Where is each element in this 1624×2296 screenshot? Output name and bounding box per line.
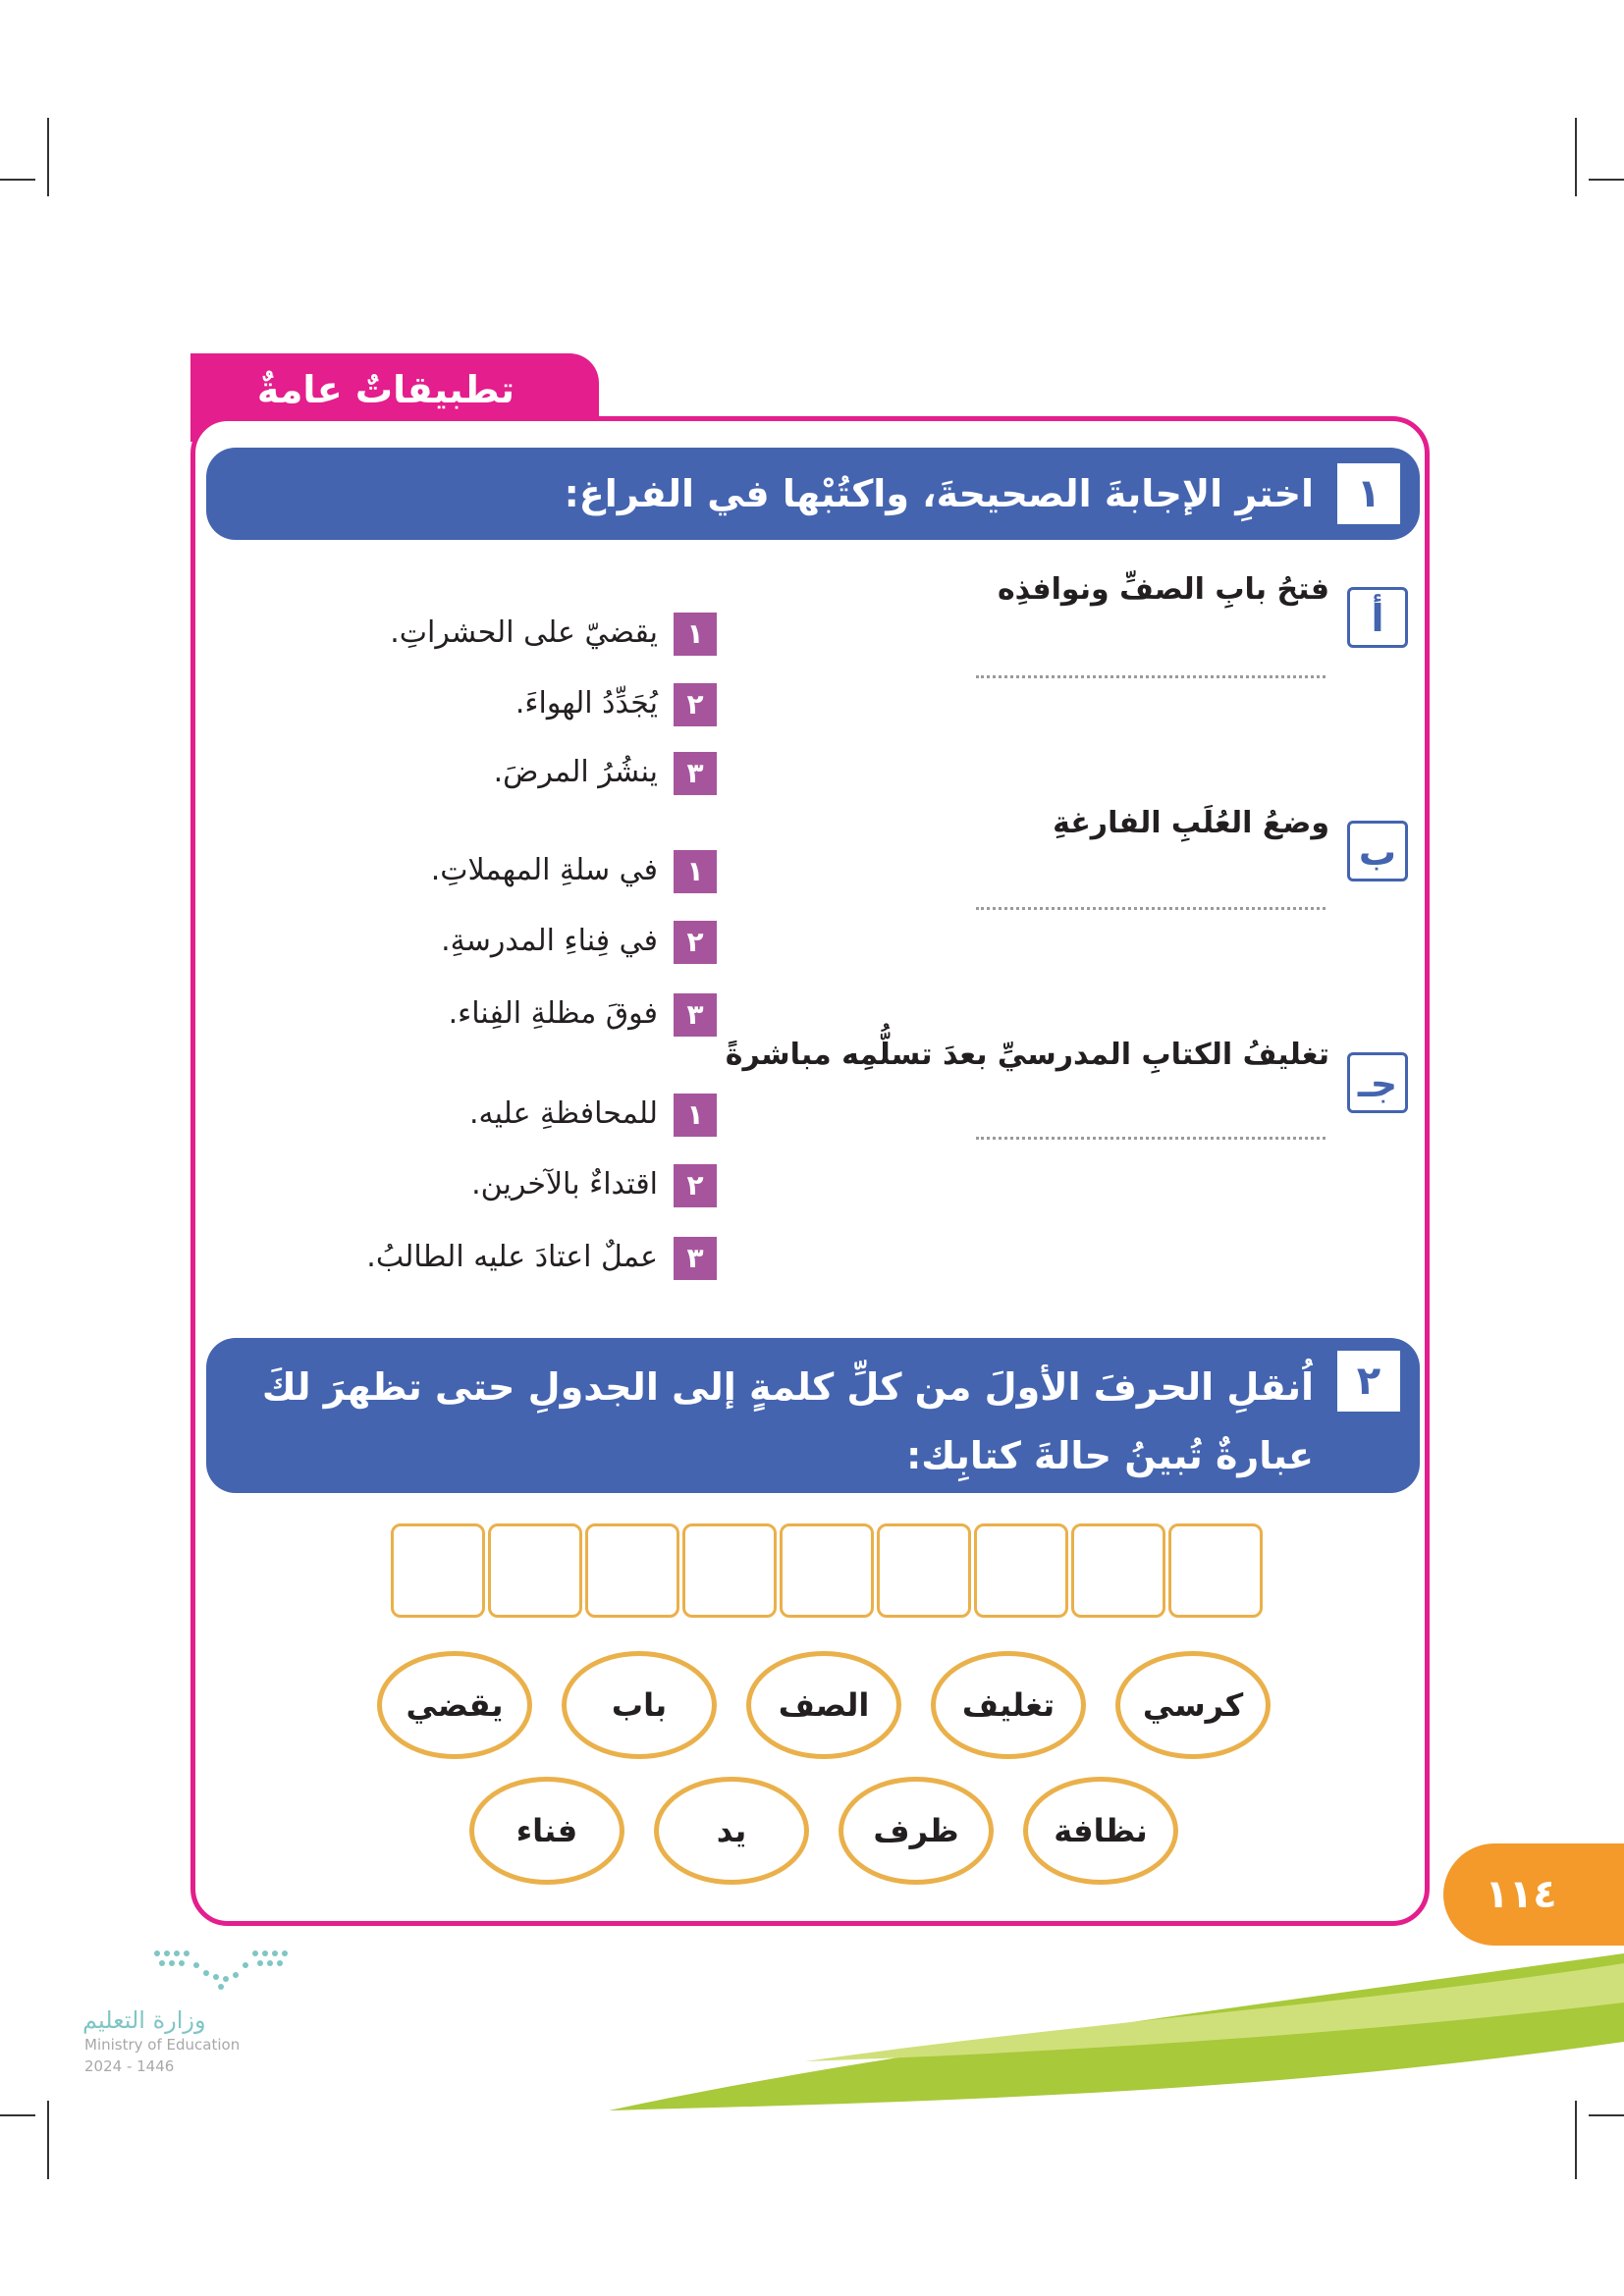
option-text: اقتداءٌ بالآخرين. — [471, 1167, 658, 1201]
page-number: ١١٤ — [1485, 1872, 1557, 1917]
option-number: ٢ — [674, 921, 717, 964]
crop-mark — [47, 118, 49, 196]
option-text: عملٌ اعتادَ عليه الطالبُ. — [366, 1240, 658, 1274]
option-text: يقضيّ على الحشراتِ. — [390, 615, 658, 650]
option-number: ١ — [674, 1094, 717, 1137]
crop-mark — [1575, 118, 1577, 196]
letter-cell[interactable] — [974, 1523, 1068, 1618]
option-text: ينشُرُ المرضَ. — [493, 755, 658, 789]
word-oval: يقضي — [377, 1651, 532, 1759]
word-oval: يد — [654, 1777, 809, 1885]
option-number: ٣ — [674, 752, 717, 795]
subquestion-c-letter: جـ — [1347, 1052, 1408, 1113]
option-number: ٣ — [674, 1237, 717, 1280]
answer-blank-b[interactable] — [976, 907, 1326, 910]
option-number: ٢ — [674, 683, 717, 726]
ministry-name-arabic: وزارة التعليم — [82, 2006, 206, 2034]
letter-cell[interactable] — [1071, 1523, 1165, 1618]
section-title: تطبيقاتٌ عامةٌ — [256, 368, 514, 411]
question2-number: ٢ — [1337, 1351, 1400, 1412]
letter-cell[interactable] — [488, 1523, 582, 1618]
question2-instruction-line2: عبارةٌ تُبينُ حالةَ كتابِك: — [906, 1434, 1314, 1477]
word-oval: تغليف — [931, 1651, 1086, 1759]
option-number: ١ — [674, 613, 717, 656]
letter-cell[interactable] — [391, 1523, 485, 1618]
ministry-logo-icon — [147, 1944, 304, 1997]
option-text: للمحافظةِ عليه. — [469, 1096, 658, 1131]
question1-number: ١ — [1337, 463, 1400, 524]
crop-mark — [1589, 179, 1624, 181]
word-oval: كرسي — [1115, 1651, 1271, 1759]
ministry-year: 2024 - 1446 — [84, 2057, 175, 2075]
option-text: في سلةِ المهملاتِ. — [430, 853, 658, 887]
answer-blank-c[interactable] — [976, 1137, 1326, 1140]
letter-cell[interactable] — [585, 1523, 679, 1618]
answer-blank-a[interactable] — [976, 675, 1326, 678]
option-number: ١ — [674, 850, 717, 893]
word-oval: ظرف — [839, 1777, 994, 1885]
word-oval: باب — [562, 1651, 717, 1759]
option-number: ٣ — [674, 993, 717, 1037]
option-text: في فِناءِ المدرسةِ. — [441, 924, 658, 958]
ministry-name-english: Ministry of Education — [84, 2036, 241, 2054]
letter-cell[interactable] — [1168, 1523, 1263, 1618]
letter-cell[interactable] — [877, 1523, 971, 1618]
crop-mark — [0, 179, 35, 181]
word-oval: الصف — [746, 1651, 901, 1759]
option-number: ٢ — [674, 1164, 717, 1207]
option-text: يُجَدِّدُ الهواءَ. — [514, 686, 658, 721]
word-oval: فناء — [469, 1777, 624, 1885]
subquestion-b-letter: ب — [1347, 821, 1408, 881]
subquestion-a-letter: أ — [1347, 587, 1408, 648]
letter-cell[interactable] — [682, 1523, 777, 1618]
subquestion-b-prompt: وضعُ العُلَبِ الفارغةِ — [1053, 806, 1329, 840]
question1-instruction: اخترِ الإجابةَ الصحيحةَ، واكتُبْها في الفراغ: — [564, 472, 1314, 515]
subquestion-c-prompt: تغليفُ الكتابِ المدرسيِّ بعدَ تسلُّمِه مباشرةً — [725, 1038, 1329, 1072]
option-text: فوقَ مظلةِ الفِناء. — [448, 996, 658, 1031]
word-oval: نظافة — [1023, 1777, 1178, 1885]
question2-instruction-line1: اُنقلِ الحرفَ الأولَ من كلِّ كلمةٍ إلى الجدولِ حتى تظهرَ لكَ — [261, 1365, 1314, 1409]
letter-cell[interactable] — [780, 1523, 874, 1618]
subquestion-a-prompt: فتحُ بابِ الصفِّ ونوافذِه — [997, 572, 1329, 607]
